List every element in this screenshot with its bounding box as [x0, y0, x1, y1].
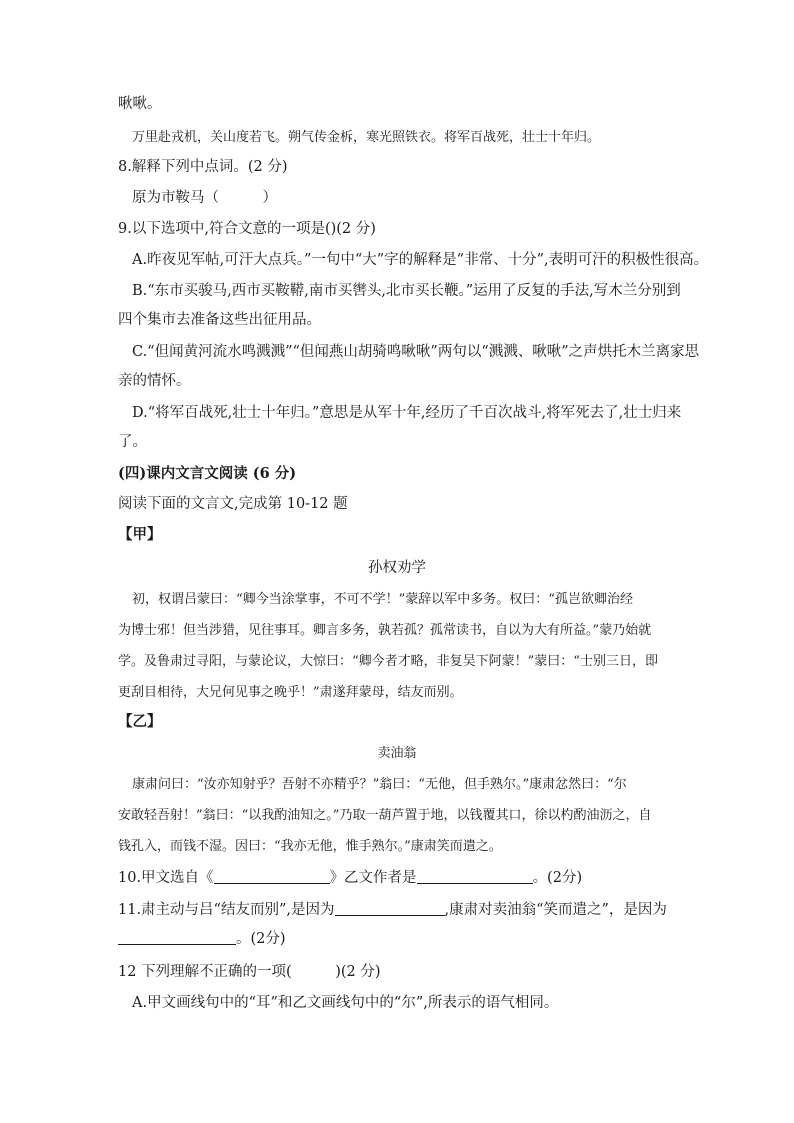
question-9-option-a: A.昨夜见军帖,可汗大点兵。”一句中“大”字的解释是“非常、十分”,表明可汗的积极性很高。: [132, 252, 709, 268]
passage-title-2: 卖油翁: [377, 746, 417, 761]
passage-title-1: 孙权劝学: [368, 560, 426, 576]
question-9-option-c: C.“但闻黄河流水鸣溅溅”“但闻燕山胡骑鸣啾啾”两句以“溅溅、啾啾”之声烘托木兰离家思: [132, 344, 700, 360]
question-9-option-d: D.“将军百战死,壮士十年归。”意思是从军十年,经历了千百次战斗,将军死去了,壮士归来: [132, 405, 682, 421]
passage-label-yi: 【乙】: [118, 713, 162, 730]
passage-1-line: 初，权谓吕蒙曰：“卿今当涂掌事，不可不学！”蒙辞以军中多务。权曰：“孤岂欲卿治经: [132, 592, 633, 607]
question-8-item: 原为市鞍马（ ）: [132, 190, 277, 206]
question-8: 8.解释下列中点词。(2 分): [118, 159, 288, 175]
question-10-text: 。(2分): [532, 870, 583, 886]
answer-blank[interactable]: [214, 869, 330, 884]
question-9: 9.以下选项中,符合文意的一项是()(2 分): [118, 221, 376, 237]
answer-blank[interactable]: [417, 869, 533, 884]
passage-1-line: 为博士邪！但当涉猎，见往事耳。卿言多务，孰若孤？孤常读书，自以为大有所益。”蒙乃始就: [118, 623, 652, 638]
question-11-text: 。(2分): [236, 931, 286, 947]
question-11: [118, 900, 676, 920]
question-9-option-b: B.“东市买骏马,西市买鞍鞯,南市买辔头,北市买长鞭。”运用了反复的手法,写木兰分别到: [132, 283, 681, 299]
text-line: 啾啾。: [118, 96, 162, 112]
poem-line: 万里赴戎机，关山度若飞。朔气传金柝，寒光照铁衣。将军百战死，壮士十年归。: [132, 130, 601, 145]
passage-1-line: 更刮目相待，大兄何见事之晚乎！”肃遂拜蒙母，结友而别。: [118, 685, 463, 700]
question-9-option-d-cont: 了。: [118, 434, 147, 450]
question-11-text: ,康肃对卖油翁“笑而遣之”，是因为: [444, 902, 667, 918]
question-10: [118, 868, 676, 888]
section-intro: 阅读下面的文言文,完成第 10-12 题: [118, 496, 348, 512]
passage-2-line: 钱孔入，而钱不湿。因曰：“我亦无他，惟手熟尔。”康肃笑而遣之。: [118, 839, 502, 854]
question-12-option-a: A.甲文画线句中的“耳”和乙文画线句中的“尔”,所表示的语气相同。: [132, 995, 559, 1011]
question-11-cont: [118, 929, 676, 949]
question-10-text: 10.甲文选自《: [118, 870, 214, 886]
passage-label-jia: 【甲】: [118, 526, 162, 543]
passage-2-line: 安敢轻吾射！”翁曰：“以我酌油知之。”乃取一葫芦置于地，以钱覆其口，徐以杓酌油沥之，自: [118, 808, 652, 823]
section-heading: (四)课内文言文阅读 (6 分): [118, 465, 297, 482]
question-10-text: 》乙文作者是: [329, 870, 417, 886]
question-9-option-c-cont: 亲的情怀。: [118, 373, 191, 389]
question-9-option-b-cont: 四个集市去准备这些出征用品。: [118, 312, 321, 328]
question-12: 12 下列理解不正确的一项( )(2 分): [118, 964, 381, 980]
answer-blank[interactable]: [118, 930, 236, 945]
passage-1-line: 学。及鲁肃过寻阳，与蒙论议，大惊曰：“卿今者才略，非复吴下阿蒙！”蒙曰：“士别三日，即: [118, 654, 658, 669]
answer-blank[interactable]: [335, 901, 445, 916]
question-11-text: 11.肃主动与吕“结友而别”,是因为: [118, 902, 335, 918]
passage-2-line: 康肃问曰：“汝亦知射乎？吾射不亦精乎？”翁曰：“无他，但手熟尔。”康肃忿然曰：“尔: [132, 777, 627, 792]
